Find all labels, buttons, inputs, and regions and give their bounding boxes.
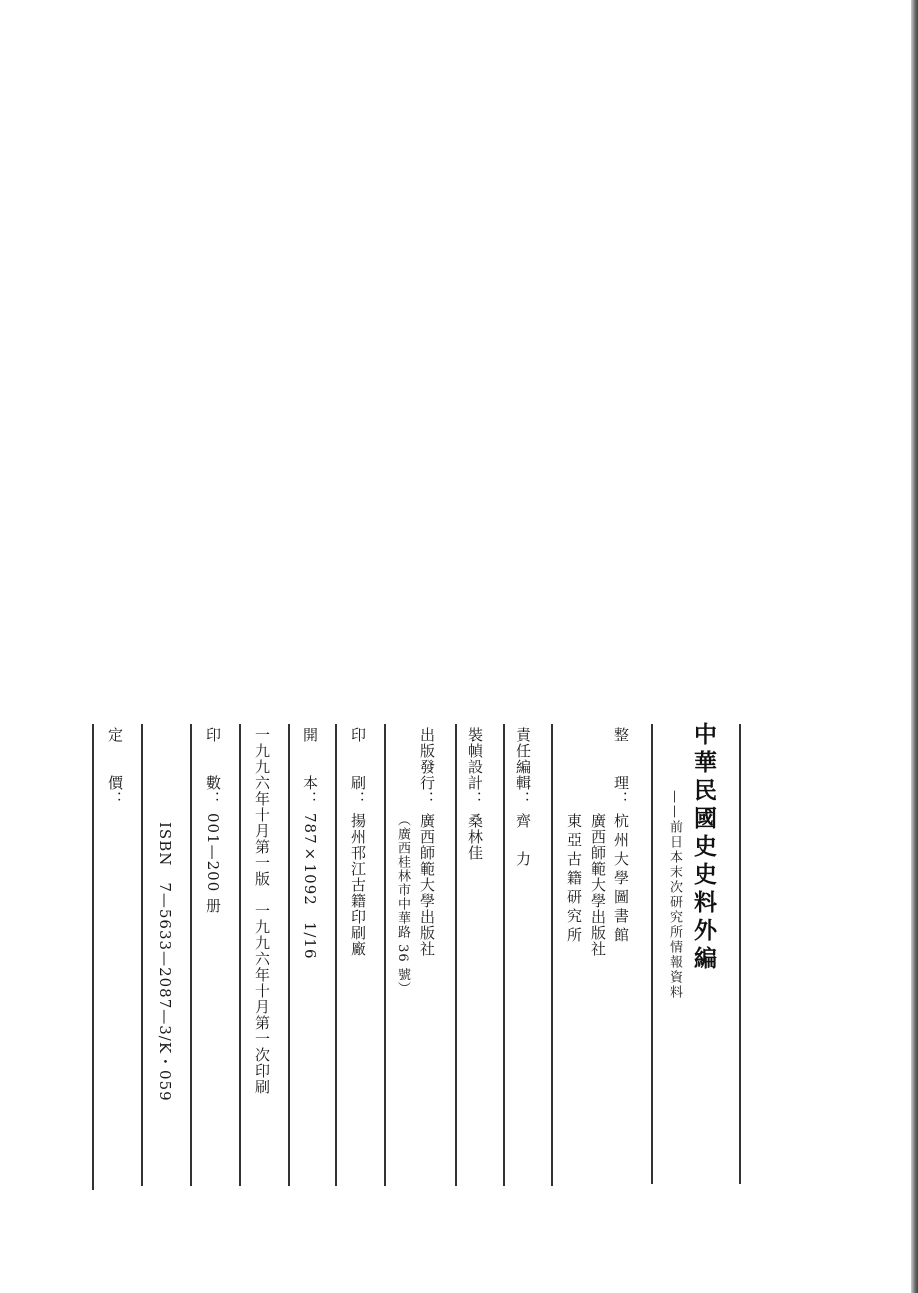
publisher-value: 廣西師範大學出版社: [418, 813, 436, 957]
rule-after-designer: [455, 724, 457, 1186]
book-subtitle: ——前日本末次研究所情報資料: [667, 790, 682, 1000]
format-value: 787×1092 1/16: [301, 813, 319, 960]
rule-after-title: [651, 724, 653, 1184]
isbn-value: ISBN 7—5633—2087—3/K・059: [156, 822, 174, 1102]
compiler-line-2: 廣西師範大學出版社: [589, 813, 607, 957]
printer-label: 印 刷：: [349, 727, 367, 807]
print-run-value: 001—200 册: [204, 813, 222, 915]
rule-after-edition: [239, 724, 241, 1186]
rule-after-format: [288, 724, 290, 1186]
printer-value: 揚州邗江古籍印刷廠: [349, 813, 367, 957]
rule-left-edge: [92, 724, 94, 1190]
rule-after-compiler: [551, 724, 553, 1186]
book-title: 中華民國史史料外編: [690, 722, 717, 974]
publisher-label: 出版發行：: [418, 727, 436, 807]
rule-after-isbn: [141, 724, 143, 1186]
rule-after-printer: [335, 724, 337, 1186]
publisher-address: （廣西桂林市中華路 36 號）: [395, 813, 410, 996]
edition-value: 一九九六年十月第一版 一九九六年十月第一次印刷: [253, 727, 271, 1095]
print-run-label: 印 數：: [204, 727, 222, 807]
rule-right-edge: [739, 724, 741, 1184]
compiler-label: 整 理：: [612, 727, 630, 807]
designer-value: 桑林佳: [466, 813, 484, 861]
rule-after-print-run: [190, 724, 192, 1186]
compiler-line-3: 東亞古籍研究所: [565, 813, 583, 946]
price-label: 定 價：: [106, 727, 124, 807]
rule-after-editor: [503, 724, 505, 1186]
designer-label: 裝幀設計：: [466, 727, 484, 807]
rule-after-publisher: [384, 724, 386, 1186]
editor-label: 責任編輯：: [514, 727, 532, 807]
format-label: 開 本：: [301, 727, 319, 807]
compiler-line-1: 杭州大學圖書館: [612, 813, 630, 946]
editor-value: 齊 力: [514, 813, 532, 870]
